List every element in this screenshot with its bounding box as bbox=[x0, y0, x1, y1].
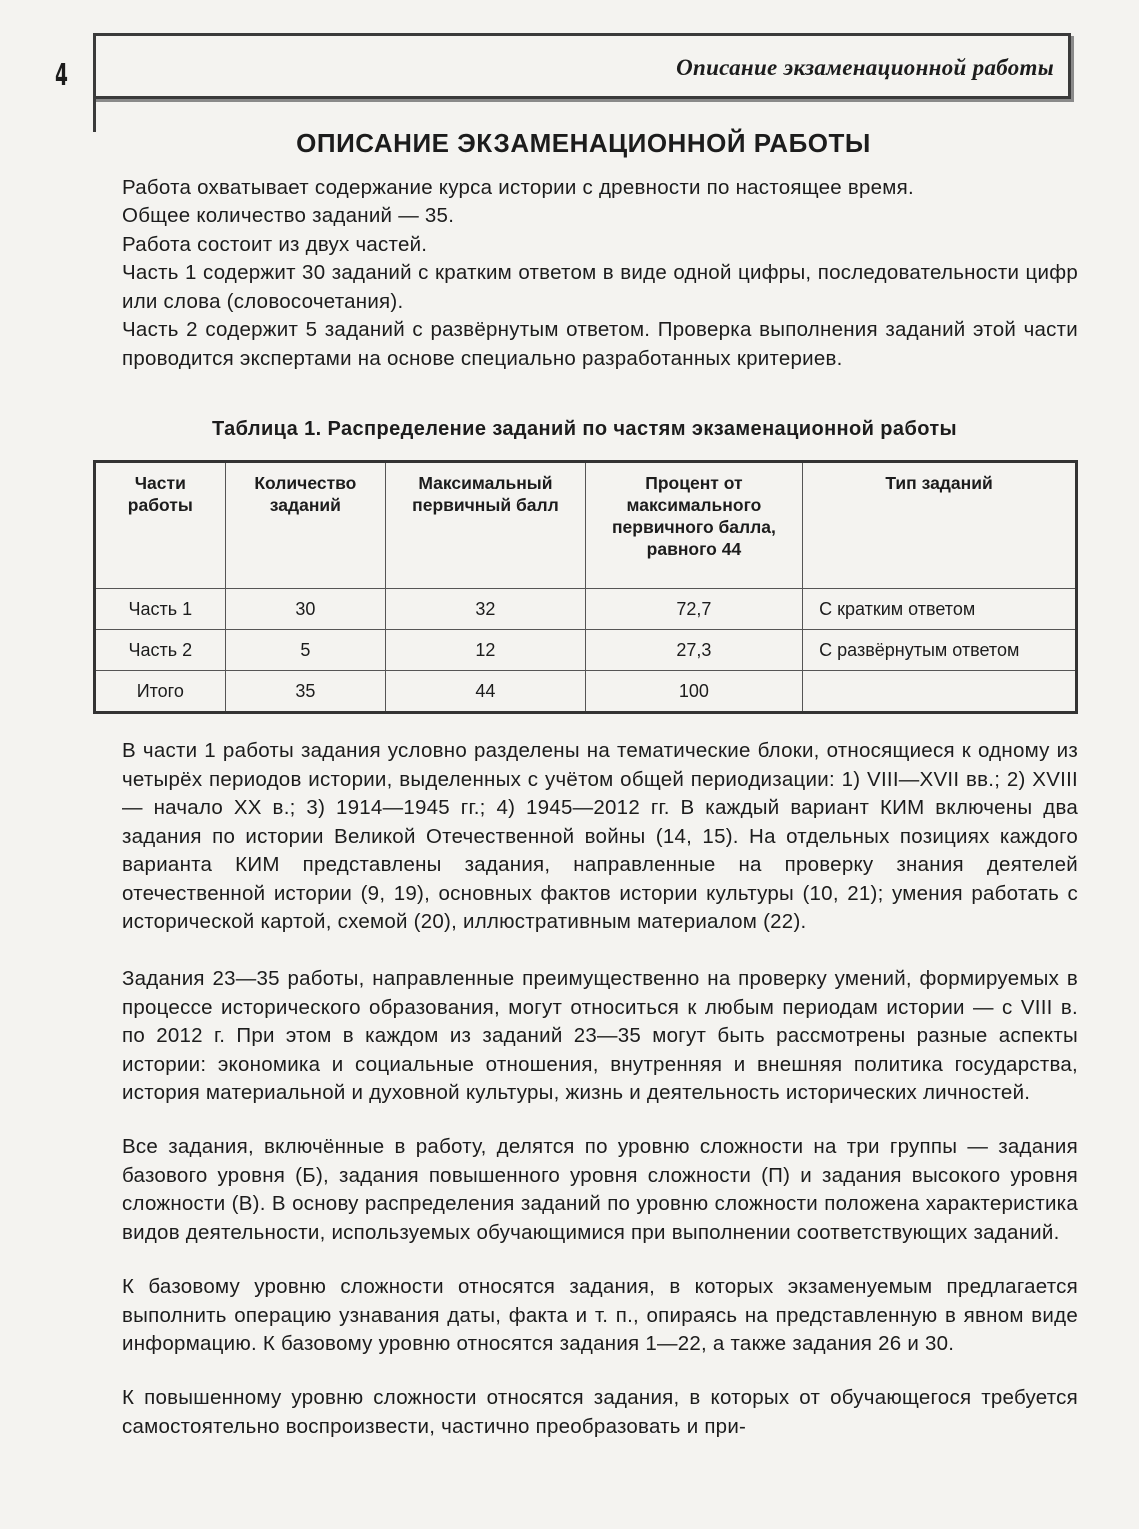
table-cell: Часть 2 bbox=[95, 630, 226, 671]
table-cell: 72,7 bbox=[585, 589, 802, 630]
table-cell: 32 bbox=[386, 589, 586, 630]
column-header: Тип заданий bbox=[803, 462, 1077, 589]
page-title: ОПИСАНИЕ ЭКЗАМЕНАЦИОННОЙ РАБОТЫ bbox=[296, 128, 871, 158]
header-divider bbox=[93, 96, 96, 132]
table-header-row bbox=[95, 462, 1077, 589]
table-cell: 44 bbox=[386, 671, 586, 713]
column-header: Максимальный первичный балл bbox=[386, 462, 586, 589]
table-cell: 35 bbox=[225, 671, 386, 713]
table-row bbox=[95, 630, 1077, 671]
intro-paragraph-4: Часть 1 содержит 30 заданий с кратким ответом в виде одной цифры, последовательности цифр или слова (словосочетания). bbox=[122, 261, 1078, 313]
table-cell: Часть 1 bbox=[95, 589, 226, 630]
table-cell: 100 bbox=[585, 671, 802, 713]
intro-paragraph-3: Работа состоит из двух частей. bbox=[122, 233, 428, 256]
intro-paragraph-1: Работа охватывает содержание курса истории с древности по настоящее время. bbox=[122, 176, 914, 199]
body-paragraph-2: Задания 23—35 работы, направленные преимущественно на проверку умений, формируемых в процессе исторического образования, могут относиться к любым периодам истории — с VIII в. по 2012 г. При этом в каждом из заданий 23—35 могут быть рассмотрены разные аспекты истории: экономика и социальные отношения, внутренняя и внешняя политика государства, история материальной и духовной культуры, жизнь и деятельность исторических личностей. bbox=[122, 967, 1078, 1104]
table-cell bbox=[803, 671, 1077, 713]
intro-paragraph-5: Часть 2 содержит 5 заданий с развёрнутым ответом. Проверка выполнения заданий этой части проводится экспертами на основе специально разработанных критериев. bbox=[122, 318, 1078, 370]
table-cell: 30 bbox=[225, 589, 386, 630]
table-row bbox=[95, 671, 1077, 713]
distribution-table bbox=[93, 460, 1078, 714]
table-cell: С развёрнутым ответом bbox=[803, 630, 1077, 671]
body-paragraph-3: Все задания, включённые в работу, делятся по уровню сложности на три группы — задания базового уровня (Б), задания повышенного уровня сложности (П) и задания высокого уровня сложности (В). В основу распределения заданий по уровню сложности положена характеристика видов деятельности, используемых обучающимися при выполнении соответствующих заданий. bbox=[122, 1135, 1078, 1244]
table-cell: 5 bbox=[225, 630, 386, 671]
table-caption: Таблица 1. Распределение заданий по частям экзаменационной работы bbox=[211, 418, 957, 440]
column-header: Количество заданий bbox=[225, 462, 386, 589]
body-paragraph-5: К повышенному уровню сложности относятся задания, в которых от обучающегося требуется самостоятельно воспроизвести, частично преобразовать и при- bbox=[122, 1386, 1078, 1438]
intro-paragraph-2: Общее количество заданий — 35. bbox=[122, 204, 455, 227]
table-cell: Итого bbox=[95, 671, 226, 713]
running-title: Описание экзаменационной работы bbox=[676, 55, 1054, 80]
table-cell: 12 bbox=[386, 630, 586, 671]
table-cell: 27,3 bbox=[585, 630, 802, 671]
page-number: 4 bbox=[55, 58, 68, 93]
column-header: Части работы bbox=[95, 462, 226, 589]
column-header: Процент от максимального первичного балла, равного 44 bbox=[585, 462, 802, 589]
body-paragraph-4: К базовому уровню сложности относятся задания, в которых экзаменуемым предлагается выполнить операцию узнавания даты, факта и т. п., опираясь на представленную в явном виде информацию. К базовому уровню относятся задания 1—22, а также задания 26 и 30. bbox=[122, 1275, 1078, 1355]
table-cell: С кратким ответом bbox=[803, 589, 1077, 630]
table-row bbox=[95, 589, 1077, 630]
running-header bbox=[93, 33, 1071, 99]
body-paragraph-1: В части 1 работы задания условно разделены на тематические блоки, относящиеся к одному из четырёх периодов истории, выделенных с учётом общей периодизации: 1) VIII—XVII вв.; 2) XVIII — начало XX в.; 3) 1914—1945 гг.; 4) 1945—2012 гг. В каждый вариант КИМ включены два задания по истории Великой Отечественной войны (14, 15). На отдельных позициях каждого варианта КИМ представлены задания, направленные на проверку знания деятелей отечественной истории (9, 19), основных фактов истории культуры (10, 21); умения работать с исторической картой, схемой (20), иллюстративным материалом (22). bbox=[122, 739, 1078, 933]
